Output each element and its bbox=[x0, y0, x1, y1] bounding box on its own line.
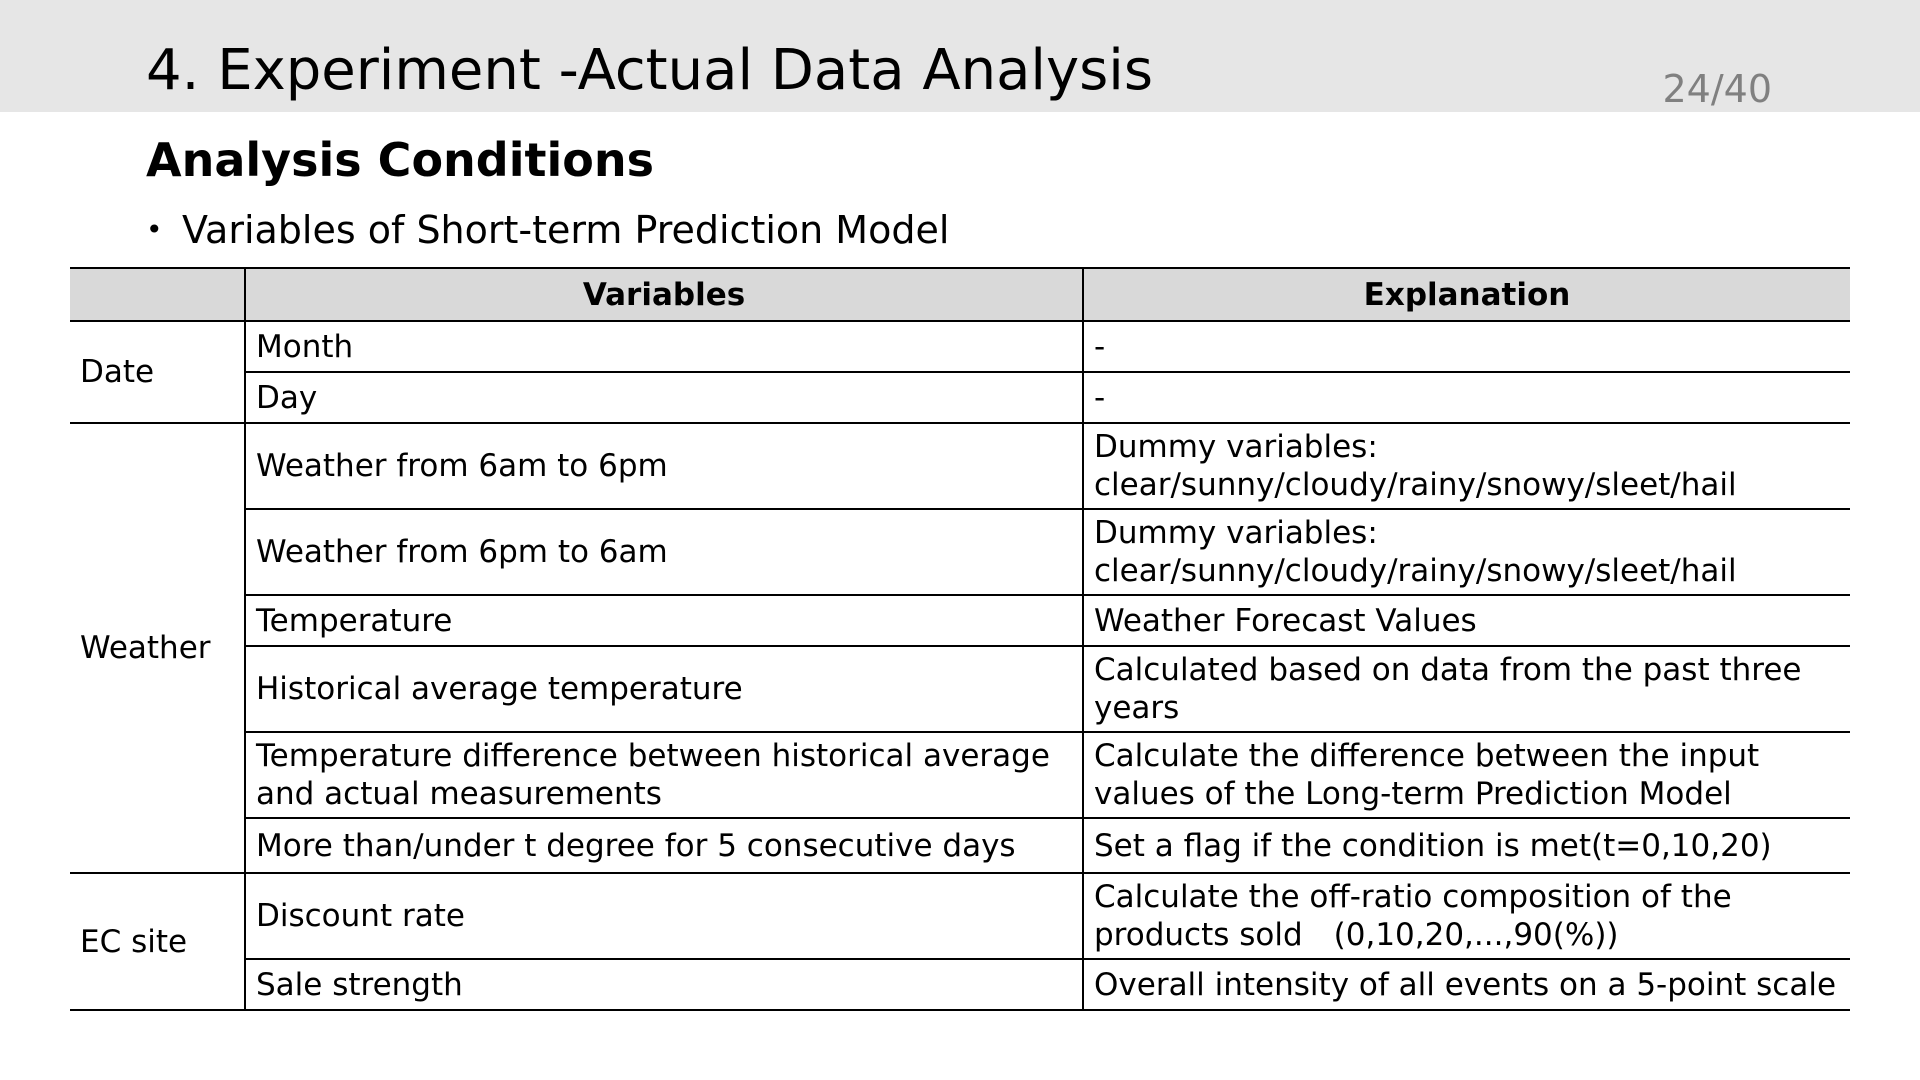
explanation-cell: - bbox=[1083, 372, 1850, 423]
slide-title: 4. Experiment -Actual Data Analysis bbox=[146, 38, 1154, 103]
explanation-line: values of the Long-term Prediction Model bbox=[1094, 776, 1732, 812]
table-row bbox=[70, 873, 1850, 959]
explanation-line: Calculate the difference between the input bbox=[1094, 738, 1760, 774]
page-number: 24/40 bbox=[1662, 67, 1772, 111]
table-row bbox=[70, 959, 1850, 1010]
variables-table bbox=[70, 267, 1850, 1011]
table-row bbox=[70, 595, 1850, 646]
variable-cell: Sale strength bbox=[245, 959, 1083, 1010]
explanation-cell: Weather Forecast Values bbox=[1083, 595, 1850, 646]
variable-cell: Temperature bbox=[245, 595, 1083, 646]
table-row bbox=[70, 423, 1850, 509]
variable-cell: Discount rate bbox=[245, 873, 1083, 959]
variable-cell: Day bbox=[245, 372, 1083, 423]
section-heading: Analysis Conditions bbox=[146, 133, 654, 187]
variable-cell: Weather from 6pm to 6am bbox=[245, 509, 1083, 595]
group-cell-ec-site: EC site bbox=[70, 873, 245, 1010]
table-row bbox=[70, 732, 1850, 818]
explanation-line: Calculated based on data from the past three bbox=[1094, 652, 1802, 688]
explanation-line: clear/sunny/cloudy/rainy/snowy/sleet/hail bbox=[1094, 467, 1737, 503]
bullet-item bbox=[146, 206, 949, 254]
group-cell-date: Date bbox=[70, 321, 245, 423]
bullet-text: Variables of Short-term Prediction Model bbox=[182, 208, 950, 252]
explanation-cell bbox=[1083, 646, 1850, 732]
variable-cell: Month bbox=[245, 321, 1083, 372]
group-cell-weather: Weather bbox=[70, 423, 245, 873]
header-cell-variables: Variables bbox=[245, 268, 1083, 321]
variable-cell bbox=[245, 732, 1083, 818]
header-cell-group bbox=[70, 268, 245, 321]
explanation-cell bbox=[1083, 873, 1850, 959]
table-row bbox=[70, 321, 1850, 372]
variable-cell: Weather from 6am to 6pm bbox=[245, 423, 1083, 509]
explanation-cell bbox=[1083, 732, 1850, 818]
explanation-line: products sold (0,10,20,...,90(%)) bbox=[1094, 917, 1619, 953]
variable-cell: Historical average temperature bbox=[245, 646, 1083, 732]
explanation-line: Dummy variables: bbox=[1094, 515, 1378, 551]
explanation-cell bbox=[1083, 509, 1850, 595]
explanation-line: clear/sunny/cloudy/rainy/snowy/sleet/hail bbox=[1094, 553, 1737, 589]
variable-line: and actual measurements bbox=[256, 776, 662, 812]
table-row bbox=[70, 509, 1850, 595]
explanation-line: years bbox=[1094, 690, 1180, 726]
table-header-row bbox=[70, 268, 1850, 321]
bullet-dot-icon: • bbox=[146, 213, 163, 246]
variable-cell: More than/under t degree for 5 consecutive days bbox=[245, 818, 1083, 873]
table-row bbox=[70, 646, 1850, 732]
variable-line: Temperature difference between historical average bbox=[256, 738, 1050, 774]
table-row bbox=[70, 372, 1850, 423]
explanation-line: Calculate the off-ratio composition of the bbox=[1094, 879, 1732, 915]
explanation-cell: Overall intensity of all events on a 5-point scale bbox=[1083, 959, 1850, 1010]
explanation-cell bbox=[1083, 423, 1850, 509]
explanation-cell: - bbox=[1083, 321, 1850, 372]
explanation-cell: Set a flag if the condition is met(t=0,10,20) bbox=[1083, 818, 1850, 873]
explanation-line: Dummy variables: bbox=[1094, 429, 1378, 465]
header-cell-explanation: Explanation bbox=[1083, 268, 1850, 321]
table-row bbox=[70, 818, 1850, 873]
